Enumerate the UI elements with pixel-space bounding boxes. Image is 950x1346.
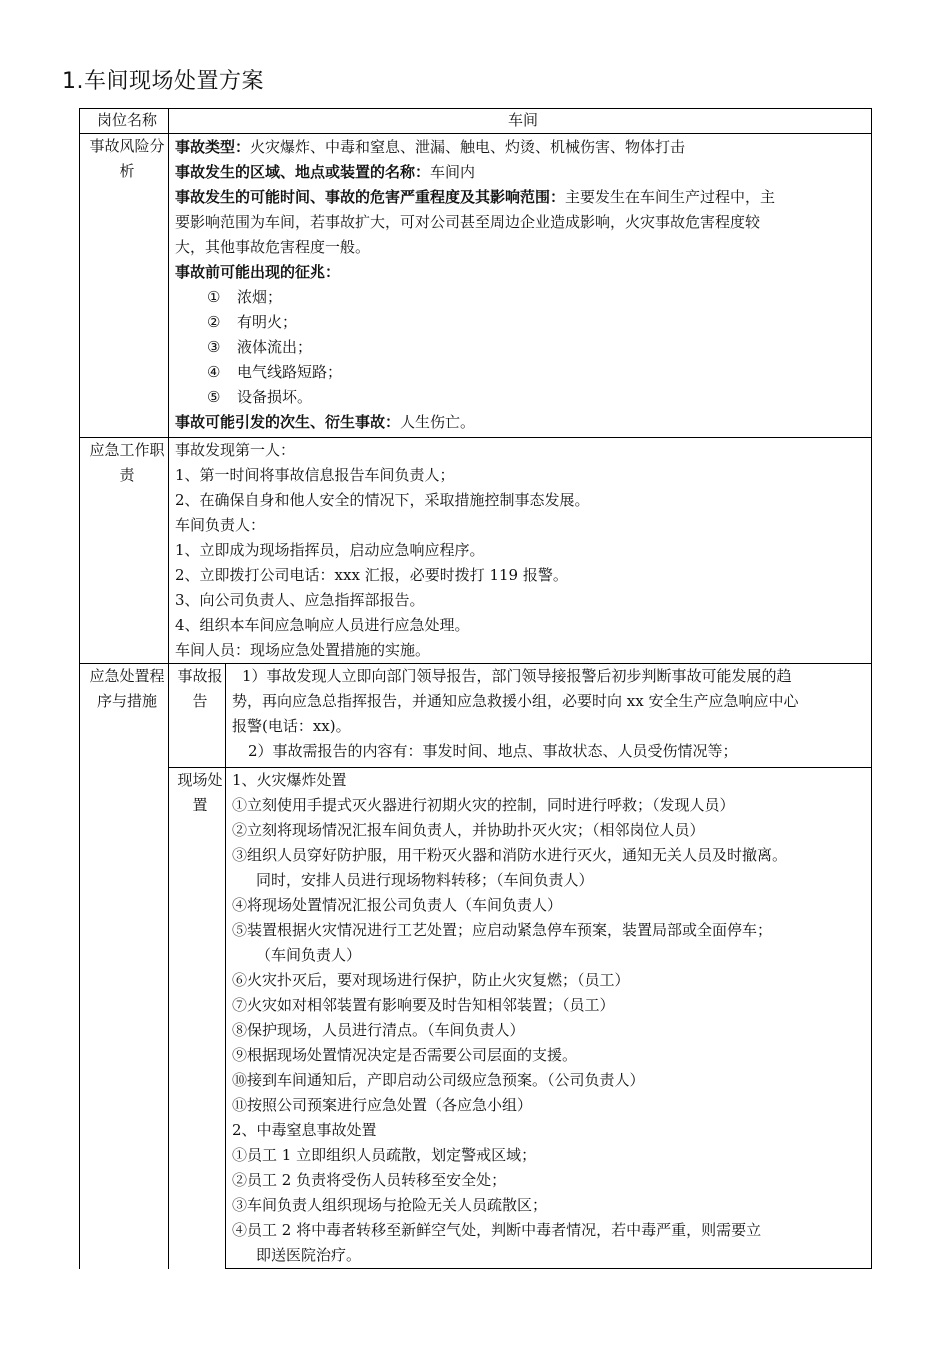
list-item: ④ 电气线路短路；	[207, 363, 343, 381]
onsite-disposal-content	[226, 768, 872, 1269]
accident-report-content	[226, 664, 872, 768]
secondary-accident: 事故可能引发的次生、衍生事故：人生伤亡。	[175, 413, 476, 431]
signs-list	[175, 285, 871, 410]
poison-step: ②员工 2 负责将受伤人员转移至安全处；	[232, 1171, 507, 1189]
accident-impact-cont: 大，其他事故危害程度一般。	[175, 238, 371, 256]
accident-area: 事故发生的区域、地点或装置的名称：车间内	[175, 163, 476, 181]
risk-analysis-label: 事故风险分析	[80, 134, 169, 438]
emergency-duty-content	[169, 438, 872, 664]
duty-line: 4、组织本车间应急响应人员进行应急处理。	[175, 616, 470, 634]
fire-step: ⑦火灾如对相邻装置有影响要及时告知相邻装置；（员工）	[232, 996, 615, 1014]
signs-label: 事故前可能出现的征兆：	[175, 263, 341, 281]
header-row	[80, 109, 872, 134]
list-item: ② 有明火；	[207, 313, 298, 331]
duty-line: 3、向公司负责人、应急指挥部报告。	[175, 591, 425, 609]
list-item: ⑤ 设备损坏。	[207, 388, 313, 406]
list-item: ③ 液体流出；	[207, 338, 313, 356]
poison-step: ④员工 2 将中毒者转移至新鲜空气处，判断中毒者情况，若中毒严重，则需要立	[232, 1221, 762, 1239]
fire-step: ⑪按照公司预案进行应急处置（各应急小组）	[232, 1096, 533, 1114]
emergency-duty-row	[80, 438, 872, 664]
onsite-disposal-label: 现场处置	[169, 768, 226, 1269]
risk-analysis-content	[169, 134, 872, 438]
poison-section-title: 2、中毒窒息事故处置	[232, 1121, 377, 1139]
poison-step: ①员工 1 立即组织人员疏散，划定警戒区域；	[232, 1146, 537, 1164]
poison-step-cont: 即送医院治疗。	[256, 1246, 362, 1264]
report-line: 1）事故发现人立即向部门领导报告，部门领导接报警后初步判断事故可能发展的趋	[242, 667, 792, 685]
list-item: ① 浓烟；	[207, 288, 283, 306]
fire-step: ②立刻将现场情况汇报车间负责人，并协助扑灭火灾；（相邻岗位人员）	[232, 821, 705, 839]
fire-section-title: 1、火灾爆炸处置	[232, 771, 347, 789]
accident-impact: 事故发生的可能时间、事故的危害严重程度及其影响范围：主要发生在车间生产过程中，主	[175, 188, 776, 206]
accident-report-row	[80, 664, 872, 768]
fire-step: ⑧保护现场，人员进行清点。（车间负责人）	[232, 1021, 525, 1039]
accident-report-label: 事故报告	[169, 664, 226, 768]
report-line: 报警(电话：xx)。	[232, 717, 351, 735]
fire-step: ⑨根据现场处置情况决定是否需要公司层面的支援。	[232, 1046, 578, 1064]
duty-line: 车间人员：现场应急处置措施的实施。	[175, 641, 431, 659]
fire-step: ⑤装置根据火灾情况进行工艺处置；应启动紧急停车预案，装置局部或全面停车；	[232, 921, 773, 939]
risk-analysis-row	[80, 134, 872, 438]
poison-step: ③车间负责人组织现场与抢险无关人员疏散区；	[232, 1196, 548, 1214]
duty-line: 车间负责人：	[175, 516, 266, 534]
duty-line: 事故发现第一人：	[175, 441, 296, 459]
fire-step: ⑩接到车间通知后，产即启动公司级应急预案。（公司负责人）	[232, 1071, 645, 1089]
report-line: 势，再向应急总指挥报告，并通知应急救援小组，必要时向 xx 安全生产应急响应中心	[232, 692, 799, 710]
header-workshop: 车间	[169, 109, 872, 134]
fire-step-cont: 同时，安排人员进行现场物料转移；（车间负责人）	[256, 871, 594, 889]
fire-step-cont: （车间负责人）	[256, 946, 362, 964]
procedure-label: 应急处置程序与措施	[80, 664, 169, 1269]
report-line: 2）事故需报告的内容有：事发时间、地点、事故状态、人员受伤情况等；	[248, 742, 738, 760]
duty-line: 2、立即拨打公司电话：xxx 汇报，必要时拨打 119 报警。	[175, 566, 568, 584]
fire-step: ⑥火灾扑灭后，要对现场进行保护，防止火灾复燃；（员工）	[232, 971, 630, 989]
duty-line: 2、在确保自身和他人安全的情况下，采取措施控制事态发展。	[175, 491, 590, 509]
accident-impact-cont: 要影响范围为车间，若事故扩大，可对公司甚至周边企业造成影响，火灾事故危害程度较	[175, 213, 761, 231]
fire-step: ①立刻使用手提式灭火器进行初期火灾的控制，同时进行呼救；（发现人员）	[232, 796, 735, 814]
disposal-plan-table	[79, 108, 872, 1269]
duty-line: 1、第一时间将事故信息报告车间负责人；	[175, 466, 455, 484]
header-position-name: 岗位名称	[80, 109, 169, 134]
emergency-duty-label: 应急工作职责	[80, 438, 169, 664]
page-title: 1.车间现场处置方案	[62, 69, 264, 94]
fire-step: ④将现场处置情况汇报公司负责人（车间负责人）	[232, 896, 563, 914]
duty-line: 1、立即成为现场指挥员，启动应急响应程序。	[175, 541, 485, 559]
accident-type: 事故类型：火灾爆炸、中毒和窒息、泄漏、触电、灼烫、机械伤害、物体打击	[175, 138, 686, 156]
fire-step: ③组织人员穿好防护服，用干粉灭火器和消防水进行灭火，通知无关人员及时撤离。	[232, 846, 788, 864]
onsite-disposal-row	[80, 768, 872, 1269]
